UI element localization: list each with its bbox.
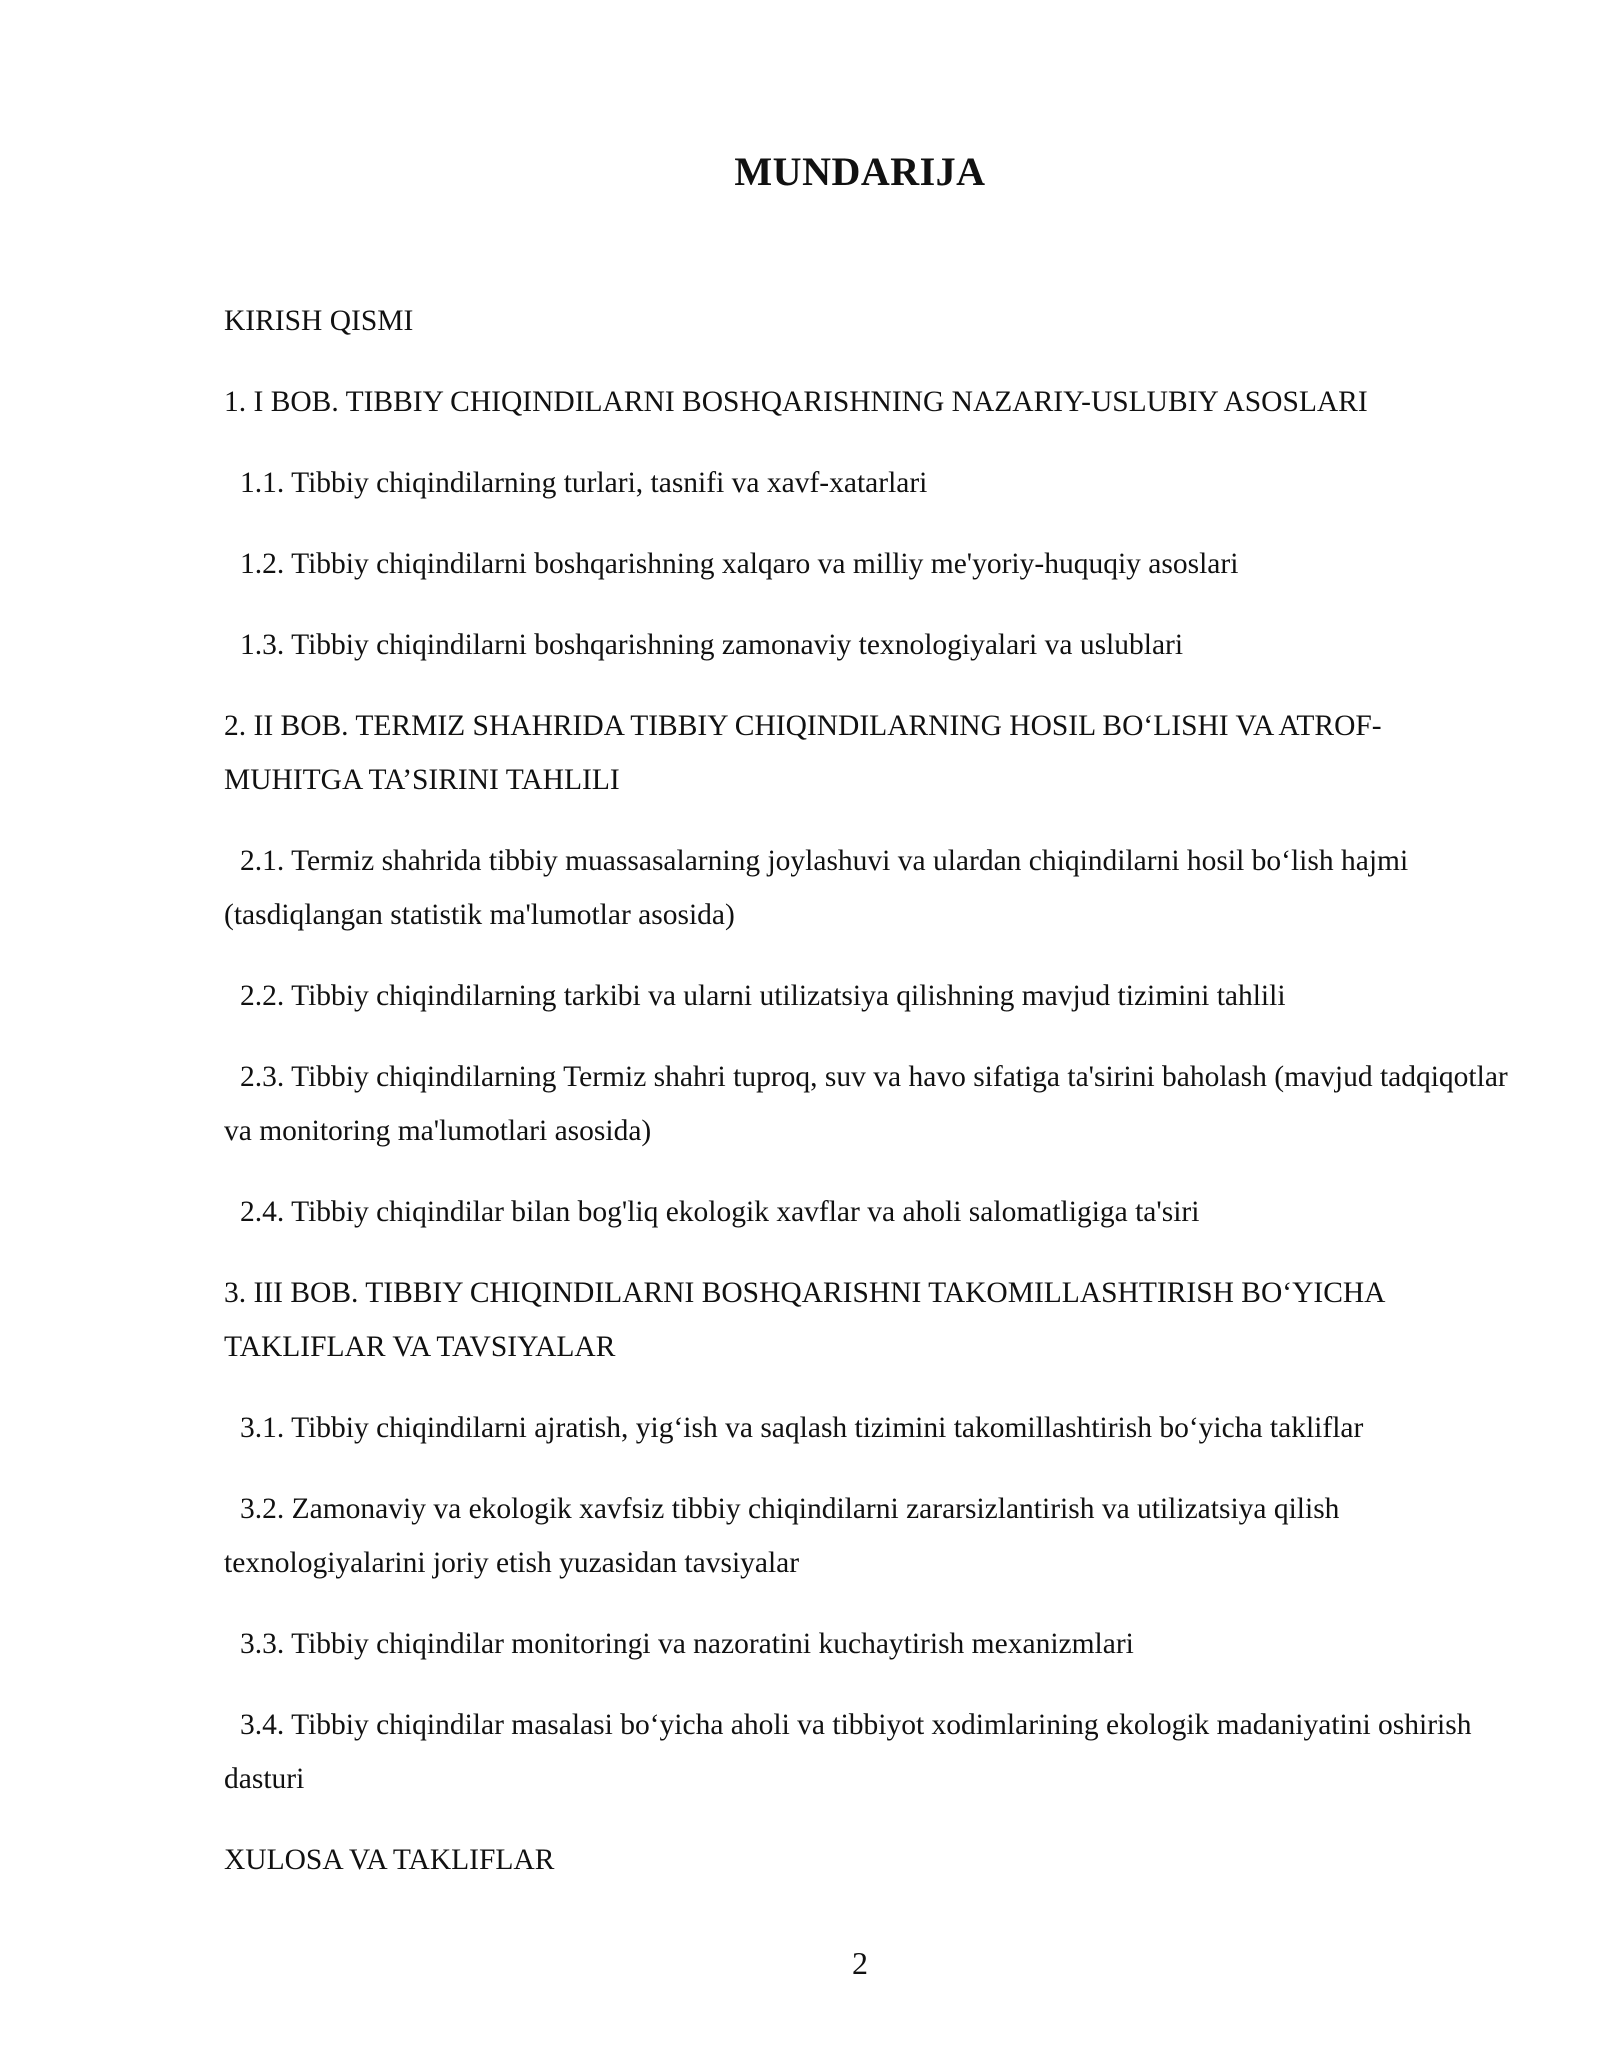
toc-entry-3-1: 3.1. Tibbiy chiqindilarni ajratish, yig‘ish va saqlash tizimini takomillashtirish bo‘yicha takliflar [240,1412,1364,1444]
toc-entry-chapter-1: 1. I BOB. TIBBIY CHIQINDILARNI BOSHQARISHNING NAZARIY-USLUBIY ASOSLARI [224,386,1368,418]
toc-entry-1-3: 1.3. Tibbiy chiqindilarni boshqarishning zamonaviy texnologiyalari va uslublari [240,629,1184,661]
toc-entry-2-3: 2.3. Tibbiy chiqindilarning Termiz shahri tuproq, suv va havo sifatiga ta'sirini baholash (mavjud tadqiqotlar va monitoring ma'lumotlari asosida) [224,1061,1508,1147]
toc-entry-3-2: 3.2. Zamonaviy va ekologik xavfsiz tibbiy chiqindilarni zararsizlantirish va utilizatsiya qilish texnologiyalarini joriy etish yuzasidan tavsiyalar [224,1493,1340,1579]
toc-entry-2-2: 2.2. Tibbiy chiqindilarning tarkibi va ularni utilizatsiya qilishning mavjud tizimini tahlili [240,980,1286,1012]
toc-entry-kirish: KIRISH QISMI [224,305,414,337]
toc-entry-2-4: 2.4. Tibbiy chiqindilar bilan bog'liq ekologik xavflar va aholi salomatligiga ta'siri [240,1196,1200,1228]
toc-entry-chapter-3: 3. III BOB. TIBBIY CHIQINDILARNI BOSHQARISHNI TAKOMILLASHTIRISH BO‘YICHA TAKLIFLAR VA TAVSIYALAR [224,1277,1384,1363]
toc-entry-3-3: 3.3. Tibbiy chiqindilar monitoringi va nazoratini kuchaytirish mexanizmlari [240,1628,1134,1660]
toc-entry-chapter-2: 2. II BOB. TERMIZ SHAHRIDA TIBBIY CHIQINDILARNING HOSIL BO‘LISHI VA ATROF-MUHITGA TA’SIRINI TAHLILI [224,710,1382,796]
toc-entry-1-1: 1.1. Tibbiy chiqindilarning turlari, tasnifi va xavf-xatarlari [240,467,928,499]
toc-entry-3-4: 3.4. Tibbiy chiqindilar masalasi bo‘yicha aholi va tibbiyot xodimlarining ekologik madaniyatini oshirish dasturi [224,1709,1472,1795]
page-number: 2 [852,1945,868,1981]
toc-entry-2-1: 2.1. Termiz shahrida tibbiy muassasalarning joylashuvi va ulardan chiqindilarni hosil bo‘lish hajmi (tasdiqlangan statistik ma'lumotlar asosida) [224,845,1409,931]
toc-entry-1-2: 1.2. Tibbiy chiqindilarni boshqarishning xalqaro va milliy me'yoriy-huquqiy asoslari [240,548,1239,580]
table-of-contents [224,294,1514,1914]
page-title: MUNDARIJA [734,149,986,194]
toc-entry-xulosa: XULOSA VA TAKLIFLAR [224,1844,555,1876]
